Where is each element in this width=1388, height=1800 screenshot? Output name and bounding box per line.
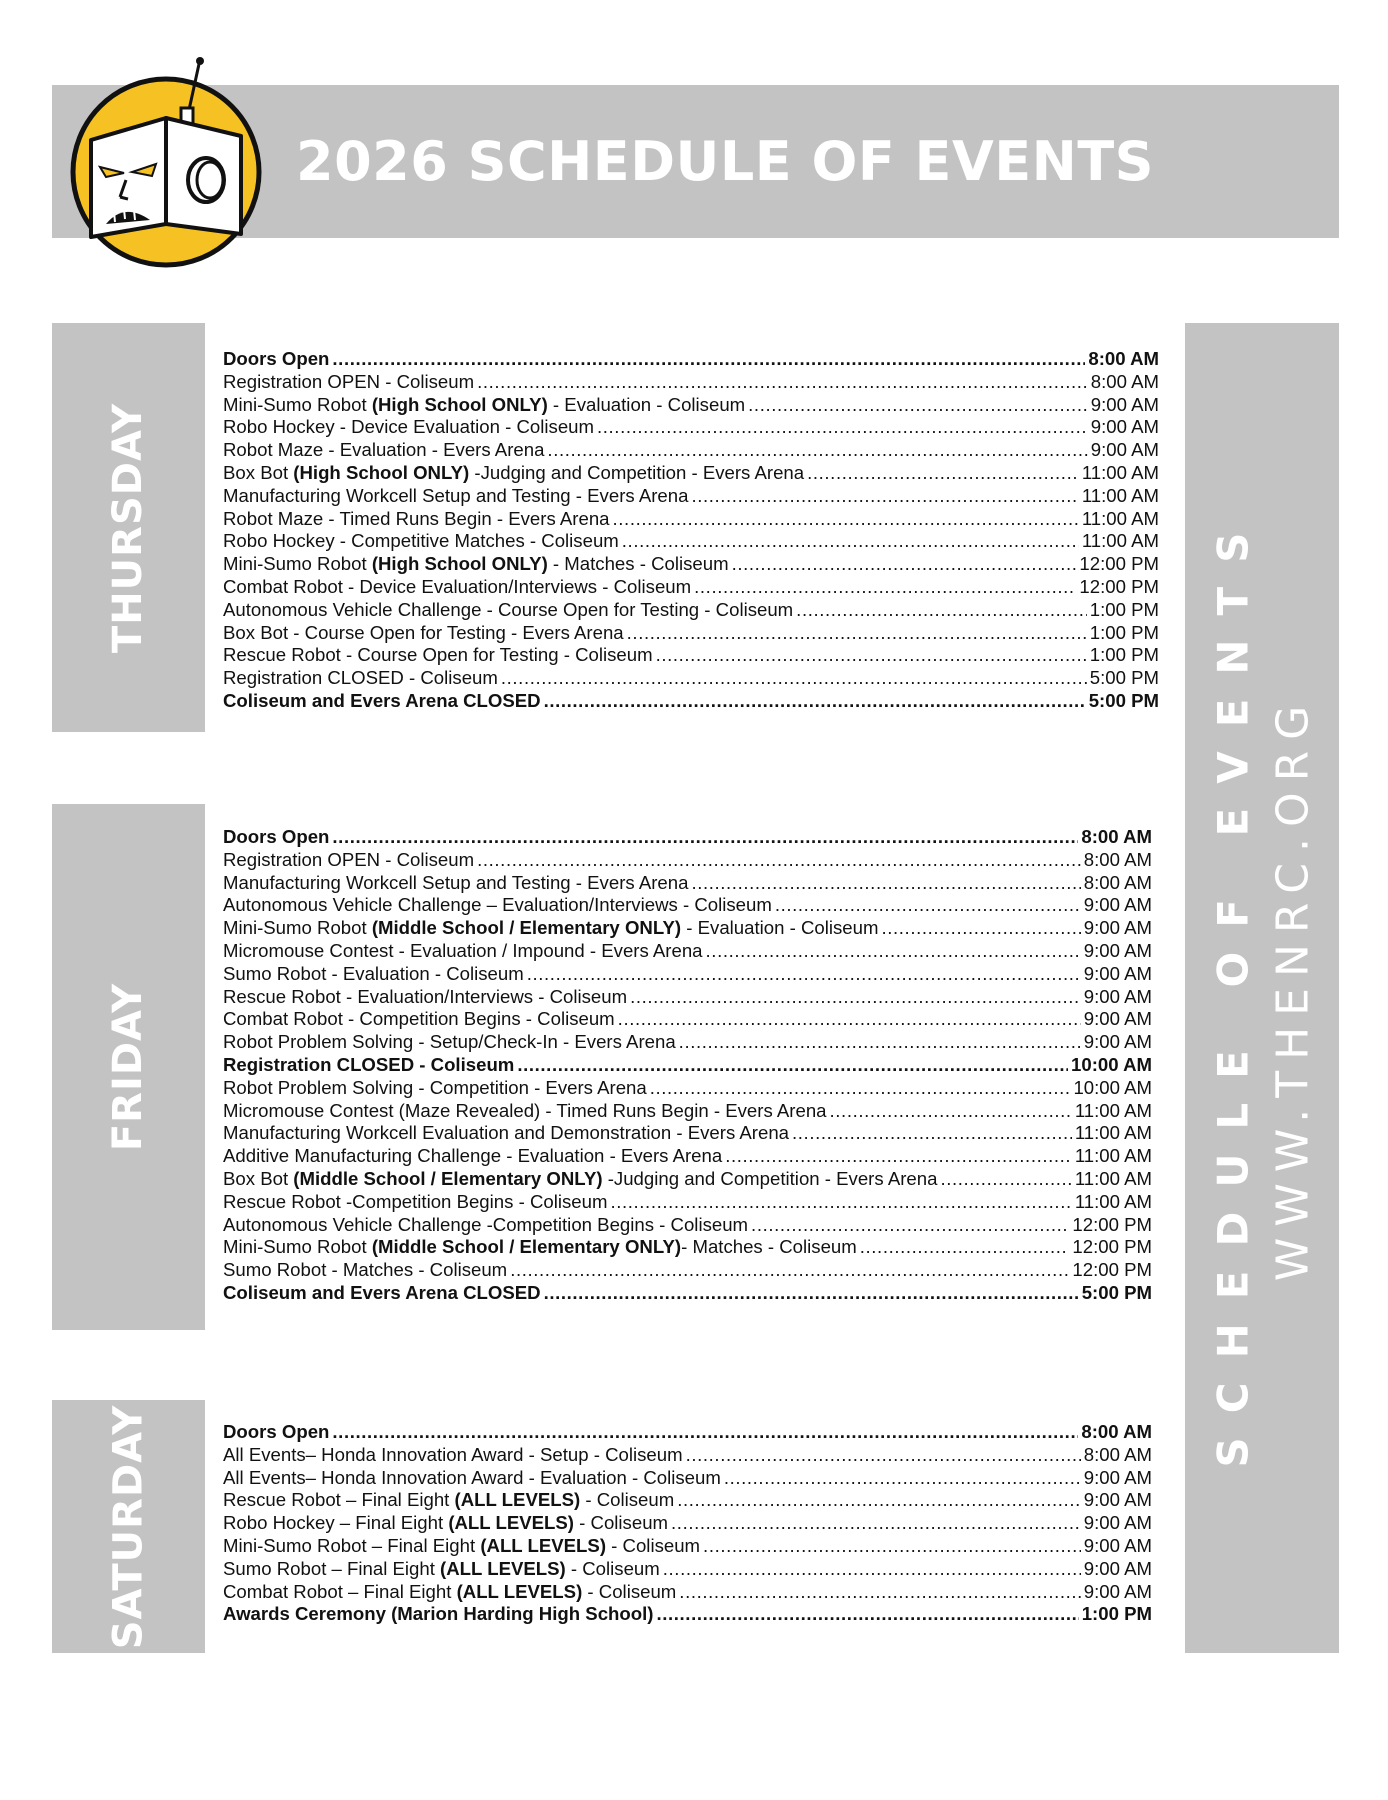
thursday-schedule: [223, 348, 1159, 713]
event-text: Doors Open: [223, 1421, 330, 1442]
event-name: [223, 439, 544, 462]
event-time: 9:00 AM: [1090, 393, 1159, 415]
event-text: Robot Maze - Evaluation - Evers Arena: [223, 439, 545, 461]
schedule-row: [223, 553, 1159, 576]
event-text: Micromouse Contest (Maze Revealed) - Timed Runs Begin - Evers Arena: [223, 1099, 827, 1121]
dot-leader: [618, 1008, 1081, 1031]
schedule-row: [223, 1145, 1152, 1168]
dot-leader: [656, 644, 1087, 667]
day-label: FRIDAY: [105, 982, 152, 1152]
dot-leader: [597, 416, 1088, 439]
schedule-row: [223, 894, 1152, 917]
event-text: - Matches - Coliseum: [681, 1236, 857, 1258]
schedule-row: [223, 872, 1152, 895]
event-name: [223, 1282, 541, 1305]
event-text: Mini-Sumo Robot: [223, 1236, 372, 1258]
event-name: [223, 1421, 329, 1444]
schedule-row: [223, 849, 1152, 872]
event-text: (High School ONLY): [371, 553, 548, 575]
schedule-row: [223, 416, 1159, 439]
event-time: 9:00 AM: [1083, 1489, 1152, 1511]
schedule-row: [223, 1008, 1152, 1031]
event-text: Sumo Robot - Matches - Coliseum: [223, 1259, 508, 1281]
event-name: [223, 576, 691, 599]
event-time: 8:00 AM: [1083, 871, 1152, 893]
event-time: 9:00 AM: [1083, 939, 1152, 961]
event-time: 8:00 AM: [1081, 1421, 1152, 1442]
dot-leader: [724, 1467, 1081, 1490]
dot-leader: [332, 1421, 1078, 1444]
event-name: [223, 1603, 653, 1626]
dot-leader: [544, 690, 1086, 713]
dot-leader: [332, 348, 1085, 371]
event-name: [223, 1145, 722, 1168]
event-text: All Events– Honda Innovation Award - Evaluation - Coliseum: [223, 1466, 721, 1488]
event-text: Rescue Robot - Evaluation/Interviews - Coliseum: [223, 985, 628, 1007]
schedule-row: [223, 1122, 1152, 1145]
event-name: [223, 940, 703, 963]
event-name: [223, 1122, 789, 1145]
dot-leader: [477, 849, 1081, 872]
event-time: 12:00 PM: [1072, 1236, 1152, 1258]
dot-leader: [656, 1603, 1078, 1626]
event-text: (Middle School / Elementary ONLY): [371, 1236, 682, 1258]
dot-leader: [517, 1054, 1068, 1077]
event-time: 9:00 AM: [1083, 1512, 1152, 1534]
event-name: [223, 1031, 676, 1054]
saturday-schedule: [223, 1421, 1152, 1626]
event-text: Coliseum and Evers Arena CLOSED: [223, 1281, 541, 1303]
dot-leader: [679, 1581, 1080, 1604]
schedule-row: [223, 1031, 1152, 1054]
schedule-row: [223, 963, 1152, 986]
event-text: Box Bot: [223, 1167, 294, 1189]
event-time: 12:00 PM: [1072, 1259, 1152, 1281]
event-text: Combat Robot - Device Evaluation/Interviews - Coliseum: [223, 575, 692, 597]
schedule-row: [223, 690, 1159, 713]
event-text: (ALL LEVELS): [448, 1512, 574, 1534]
event-name: [223, 416, 594, 439]
dot-leader: [694, 576, 1076, 599]
event-text: - Coliseum: [582, 1580, 677, 1602]
event-time: 8:00 AM: [1090, 370, 1159, 392]
dot-leader: [650, 1077, 1071, 1100]
dot-leader: [501, 667, 1087, 690]
dot-leader: [610, 1191, 1071, 1214]
dot-leader: [940, 1168, 1071, 1191]
event-name: [223, 553, 729, 576]
event-time: 11:00 AM: [1081, 507, 1159, 529]
event-text: Mini-Sumo Robot: [223, 553, 372, 575]
event-text: Sumo Robot - Evaluation - Coliseum: [223, 962, 524, 984]
event-name: [223, 1259, 507, 1282]
schedule-row: [223, 1191, 1152, 1214]
event-text: (High School ONLY): [293, 461, 470, 483]
page-title: 2026 SCHEDULE OF EVENTS: [296, 130, 1155, 193]
schedule-row: [223, 439, 1159, 462]
event-name: [223, 1535, 700, 1558]
event-time: 5:00 PM: [1081, 1281, 1152, 1303]
schedule-row: [223, 1077, 1152, 1100]
event-text: Robot Problem Solving - Competition - Evers Arena: [223, 1076, 647, 1098]
event-time: 12:00 PM: [1072, 1213, 1152, 1235]
event-time: 11:00 AM: [1081, 530, 1159, 552]
event-name: [223, 644, 653, 667]
schedule-row: [223, 1100, 1152, 1123]
event-time: 9:00 AM: [1083, 1580, 1152, 1602]
event-text: Robo Hockey - Competitive Matches - Coliseum: [223, 530, 619, 552]
schedule-row: [223, 485, 1159, 508]
event-name: [223, 622, 624, 645]
event-text: Registration CLOSED - Coliseum: [223, 1053, 515, 1075]
event-time: 11:00 AM: [1074, 1145, 1152, 1167]
event-name: [223, 1581, 676, 1604]
dot-leader: [691, 485, 1078, 508]
dot-leader: [792, 1122, 1072, 1145]
event-text: Micromouse Contest - Evaluation / Impound - Evers Arena: [223, 939, 703, 961]
event-time: 5:00 PM: [1089, 667, 1159, 689]
event-name: [223, 394, 745, 417]
event-name: [223, 1444, 683, 1467]
event-name: [223, 1008, 615, 1031]
event-name: [223, 1191, 607, 1214]
event-name: [223, 485, 688, 508]
event-text: Doors Open: [223, 826, 330, 847]
event-text: Autonomous Vehicle Challenge – Evaluation/Interviews - Coliseum: [223, 894, 772, 916]
event-text: Rescue Robot -Competition Begins - Coliseum: [223, 1190, 608, 1212]
event-text: (Middle School / Elementary ONLY): [371, 917, 682, 939]
dot-leader: [622, 530, 1079, 553]
dot-leader: [775, 894, 1081, 917]
schedule-row: [223, 1444, 1152, 1467]
event-text: (Middle School / Elementary ONLY): [293, 1167, 603, 1189]
event-time: 9:00 AM: [1083, 962, 1152, 984]
event-name: [223, 1236, 857, 1259]
event-name: [223, 1100, 827, 1123]
event-text: Registration OPEN - Coliseum: [223, 370, 475, 392]
event-time: 9:00 AM: [1083, 1557, 1152, 1579]
event-time: 1:00 PM: [1089, 644, 1159, 666]
dot-leader: [748, 394, 1088, 417]
event-name: [223, 508, 610, 531]
event-time: 1:00 PM: [1089, 621, 1159, 643]
event-text: Manufacturing Workcell Setup and Testing - Evers Arena: [223, 871, 689, 893]
event-text: - Coliseum: [580, 1489, 675, 1511]
schedule-row: [223, 1236, 1152, 1259]
dot-leader: [725, 1145, 1072, 1168]
event-name: [223, 1168, 937, 1191]
dot-leader: [630, 986, 1081, 1009]
schedule-row: [223, 1603, 1152, 1626]
event-text: Box Bot - Course Open for Testing - Evers Arena: [223, 621, 624, 643]
event-time: 11:00 AM: [1074, 1099, 1152, 1121]
schedule-row: [223, 1535, 1152, 1558]
event-text: (ALL LEVELS): [480, 1534, 607, 1556]
schedule-row: [223, 1558, 1152, 1581]
event-name: [223, 1054, 514, 1077]
event-time: 11:00 AM: [1074, 1122, 1152, 1144]
event-time: 8:00 AM: [1083, 1443, 1152, 1465]
dot-leader: [677, 1489, 1081, 1512]
event-text: Combat Robot – Final Eight: [223, 1580, 457, 1602]
event-text: Robot Problem Solving - Setup/Check-In - Evers Arena: [223, 1031, 676, 1053]
event-name: [223, 963, 524, 986]
day-bar-thursday: [52, 323, 205, 732]
event-text: - Matches - Coliseum: [547, 553, 729, 575]
event-text: -Judging and Competition - Evers Arena: [602, 1167, 938, 1189]
event-text: All Events– Honda Innovation Award - Setup - Coliseum: [223, 1443, 683, 1465]
event-time: 11:00 AM: [1081, 484, 1159, 506]
event-name: [223, 1214, 748, 1237]
event-name: [223, 1512, 668, 1535]
event-time: 8:00 AM: [1088, 348, 1159, 369]
event-time: 5:00 PM: [1088, 689, 1159, 711]
event-time: 9:00 AM: [1083, 1466, 1152, 1488]
event-name: [223, 986, 627, 1009]
schedule-row: [223, 530, 1159, 553]
schedule-row: [223, 462, 1159, 485]
event-text: Registration CLOSED - Coliseum: [223, 667, 498, 689]
sidebar-title: SCHEDULE OF EVENTS: [1208, 508, 1258, 1468]
event-time: 9:00 AM: [1083, 1534, 1152, 1556]
event-text: - Evaluation - Coliseum: [547, 393, 746, 415]
event-text: Sumo Robot – Final Eight: [223, 1557, 441, 1579]
event-text: (ALL LEVELS): [454, 1489, 581, 1511]
day-label: SATURDAY: [105, 1404, 152, 1649]
schedule-row: [223, 1259, 1152, 1282]
event-name: [223, 599, 793, 622]
day-bar-friday: [52, 804, 205, 1330]
sidebar-band: [1185, 323, 1339, 1653]
day-bar-saturday: [52, 1400, 205, 1653]
schedule-row: [223, 826, 1152, 849]
schedule-row: [223, 1512, 1152, 1535]
dot-leader: [510, 1259, 1069, 1282]
dot-leader: [860, 1236, 1070, 1259]
event-text: Box Bot: [223, 461, 294, 483]
dot-leader: [706, 940, 1081, 963]
event-time: 9:00 AM: [1083, 1031, 1152, 1053]
event-text: Manufacturing Workcell Setup and Testing - Evers Arena: [223, 484, 689, 506]
event-name: [223, 1467, 721, 1490]
dot-leader: [613, 508, 1079, 531]
schedule-row: [223, 667, 1159, 690]
event-name: [223, 371, 474, 394]
event-text: (ALL LEVELS): [456, 1580, 583, 1602]
schedule-row: [223, 1467, 1152, 1490]
schedule-row: [223, 348, 1159, 371]
event-name: [223, 849, 474, 872]
event-name: [223, 667, 498, 690]
event-time: 9:00 AM: [1083, 985, 1152, 1007]
event-name: [223, 462, 804, 485]
event-time: 8:00 AM: [1081, 826, 1152, 847]
event-name: [223, 872, 688, 895]
event-text: - Coliseum: [606, 1534, 701, 1556]
schedule-row: [223, 1581, 1152, 1604]
schedule-row: [223, 1168, 1152, 1191]
event-time: 9:00 AM: [1083, 1008, 1152, 1030]
event-text: - Evaluation - Coliseum: [681, 917, 879, 939]
schedule-row: [223, 1282, 1152, 1305]
event-text: Robo Hockey - Device Evaluation - Coliseum: [223, 416, 594, 438]
event-text: Manufacturing Workcell Evaluation and Demonstration - Evers Arena: [223, 1122, 790, 1144]
schedule-row: [223, 1054, 1152, 1077]
event-text: Robo Hockey – Final Eight: [223, 1512, 449, 1534]
event-name: [223, 690, 541, 713]
dot-leader: [544, 1282, 1079, 1305]
event-text: Combat Robot - Competition Begins - Coliseum: [223, 1008, 615, 1030]
event-text: - Coliseum: [565, 1557, 660, 1579]
event-text: Mini-Sumo Robot – Final Eight: [223, 1534, 481, 1556]
event-name: [223, 826, 329, 849]
event-time: 11:00 AM: [1081, 461, 1159, 483]
event-time: 11:00 AM: [1074, 1190, 1152, 1212]
dot-leader: [527, 963, 1081, 986]
event-time: 9:00 AM: [1083, 917, 1152, 939]
event-name: [223, 1077, 647, 1100]
event-time: 1:00 PM: [1081, 1603, 1152, 1625]
event-text: Autonomous Vehicle Challenge -Competition Begins - Coliseum: [223, 1213, 749, 1235]
event-time: 1:00 PM: [1089, 598, 1159, 620]
event-text: - Coliseum: [574, 1512, 669, 1534]
event-name: [223, 917, 878, 940]
schedule-row: [223, 940, 1152, 963]
day-label: THURSDAY: [105, 402, 152, 653]
event-time: 12:00 PM: [1079, 575, 1159, 597]
schedule-row: [223, 1214, 1152, 1237]
event-text: Autonomous Vehicle Challenge - Course Open for Testing - Coliseum: [223, 598, 794, 620]
event-name: [223, 348, 329, 371]
event-text: Registration OPEN - Coliseum: [223, 848, 475, 870]
event-name: [223, 530, 619, 553]
robot-logo-icon: [66, 52, 266, 272]
event-text: Mini-Sumo Robot: [223, 393, 372, 415]
schedule-row: [223, 1421, 1152, 1444]
event-text: Rescue Robot - Course Open for Testing - Coliseum: [223, 644, 653, 666]
schedule-row: [223, 622, 1159, 645]
dot-leader: [671, 1512, 1081, 1535]
event-text: Robot Maze - Timed Runs Begin - Evers Arena: [223, 507, 610, 529]
event-text: Coliseum and Evers Arena CLOSED: [223, 689, 541, 711]
event-time: 9:00 AM: [1090, 416, 1159, 438]
dot-leader: [796, 599, 1087, 622]
event-time: 12:00 PM: [1079, 553, 1159, 575]
dot-leader: [691, 872, 1080, 895]
dot-leader: [663, 1558, 1081, 1581]
dot-leader: [332, 826, 1078, 849]
dot-leader: [830, 1100, 1072, 1123]
sidebar-url: WWW.THENRC.ORG: [1267, 694, 1319, 1282]
dot-leader: [751, 1214, 1069, 1237]
schedule-row: [223, 394, 1159, 417]
schedule-row: [223, 508, 1159, 531]
dot-leader: [477, 371, 1088, 394]
friday-schedule: [223, 826, 1152, 1305]
dot-leader: [547, 439, 1087, 462]
event-text: Rescue Robot – Final Eight: [223, 1489, 455, 1511]
event-time: 11:00 AM: [1074, 1167, 1152, 1189]
event-text: Awards Ceremony (Marion Harding High School): [223, 1603, 654, 1625]
event-time: 8:00 AM: [1083, 848, 1152, 870]
schedule-row: [223, 576, 1159, 599]
dot-leader: [703, 1535, 1081, 1558]
schedule-row: [223, 599, 1159, 622]
schedule-row: [223, 644, 1159, 667]
event-time: 10:00 AM: [1071, 1053, 1152, 1075]
event-time: 9:00 AM: [1083, 894, 1152, 916]
schedule-row: [223, 371, 1159, 394]
dot-leader: [732, 553, 1077, 576]
schedule-row: [223, 1489, 1152, 1512]
event-text: (ALL LEVELS): [440, 1557, 566, 1579]
event-text: Additive Manufacturing Challenge - Evaluation - Evers Arena: [223, 1145, 723, 1167]
event-name: [223, 894, 772, 917]
event-name: [223, 1489, 674, 1512]
schedule-row: [223, 917, 1152, 940]
event-time: 10:00 AM: [1073, 1076, 1152, 1098]
event-text: (High School ONLY): [371, 393, 548, 415]
event-text: Mini-Sumo Robot: [223, 917, 372, 939]
event-text: -Judging and Competition - Evers Arena: [469, 461, 805, 483]
dot-leader: [627, 622, 1087, 645]
event-time: 9:00 AM: [1090, 439, 1159, 461]
dot-leader: [881, 917, 1080, 940]
dot-leader: [679, 1031, 1081, 1054]
event-text: Doors Open: [223, 348, 330, 369]
event-name: [223, 1558, 660, 1581]
dot-leader: [686, 1444, 1081, 1467]
dot-leader: [807, 462, 1079, 485]
schedule-row: [223, 986, 1152, 1009]
